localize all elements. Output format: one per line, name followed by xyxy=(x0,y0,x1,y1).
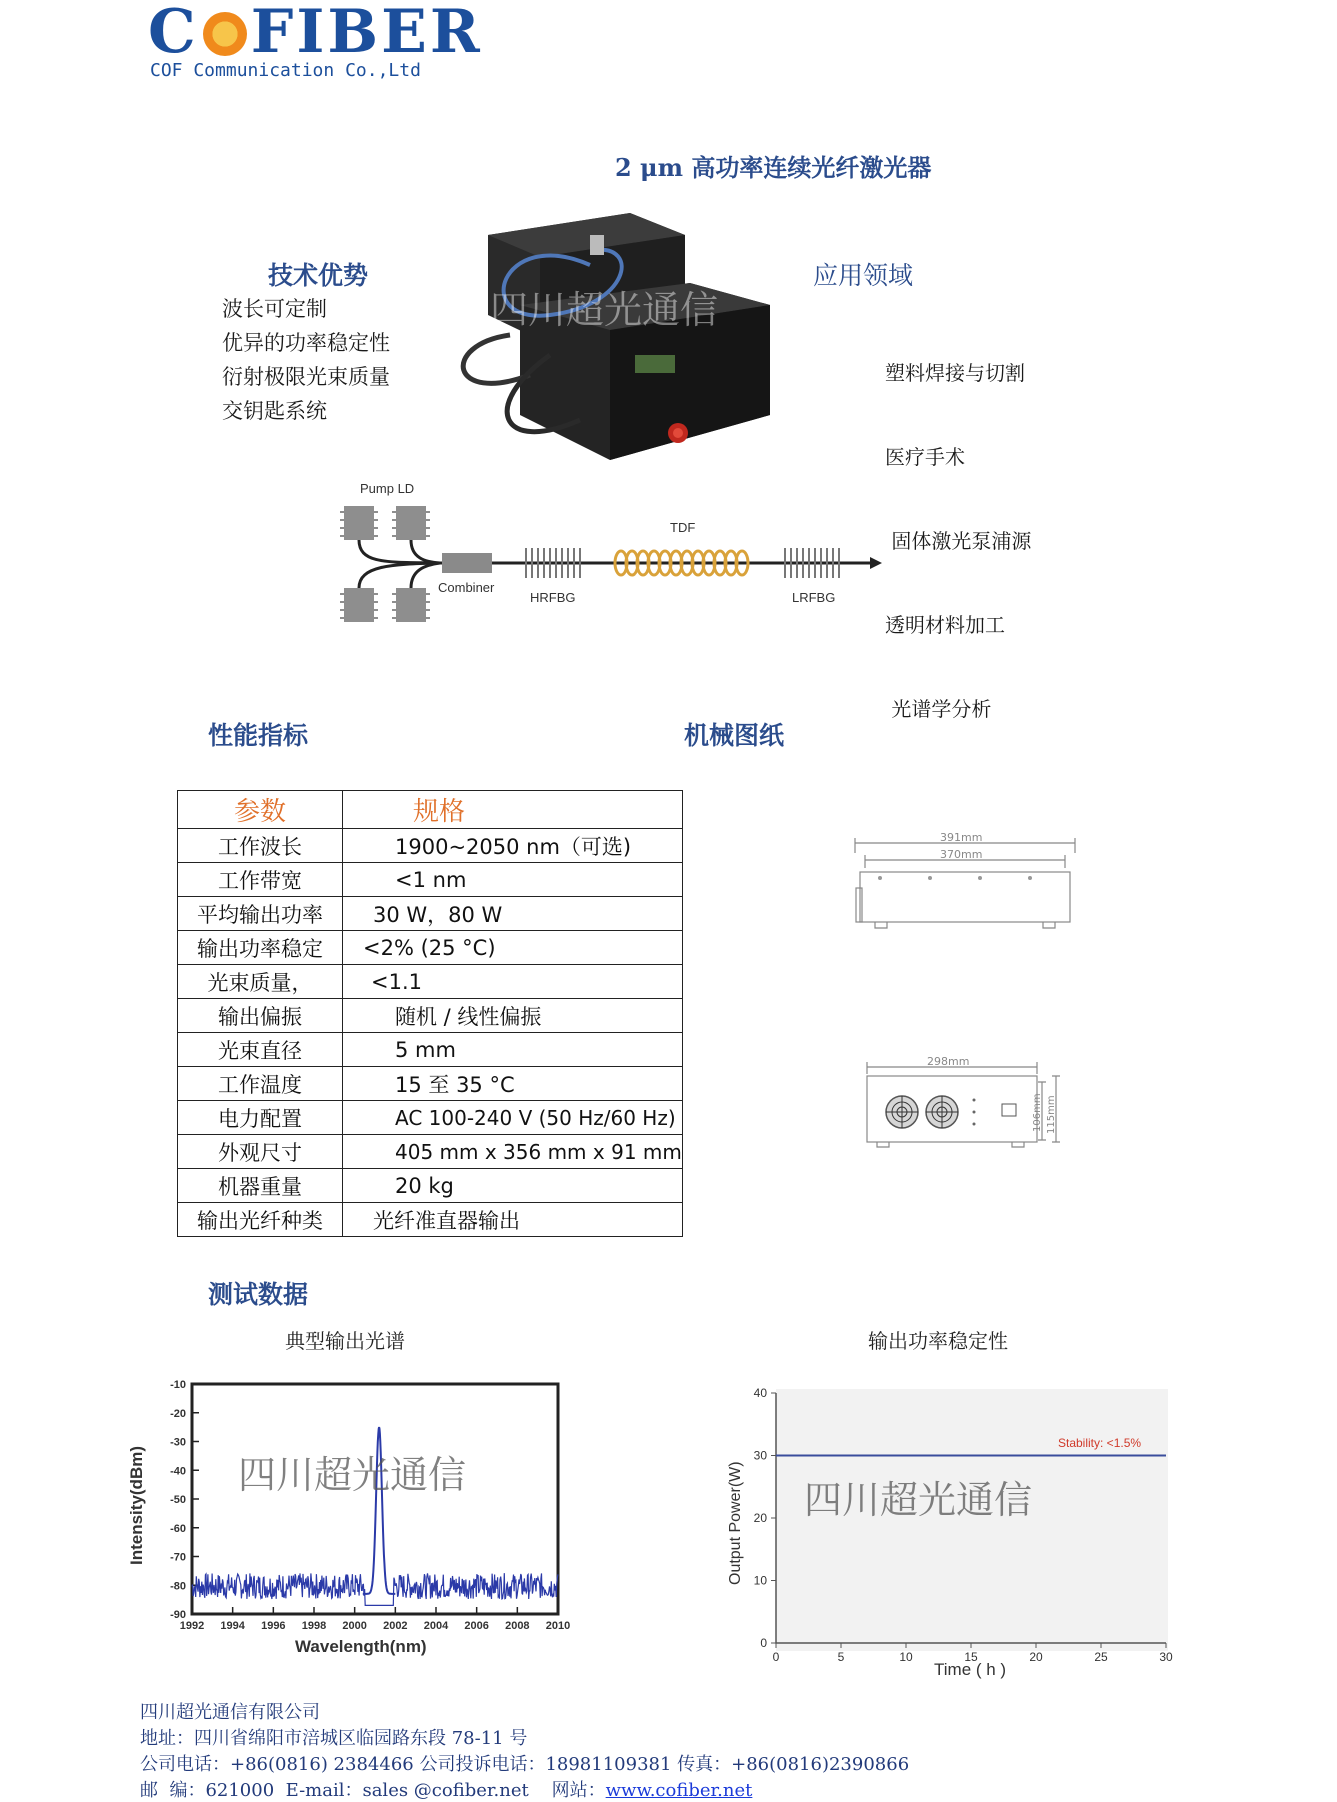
table-row xyxy=(178,863,683,897)
website-link[interactable]: www.cofiber.net xyxy=(605,1780,753,1801)
spec-cell: 15 至 35 °C xyxy=(343,1067,683,1101)
laser-schematic-diagram xyxy=(330,470,890,640)
list-item: 衍射极限光束质量 xyxy=(222,365,390,389)
x-tick-label: 10 xyxy=(899,1650,913,1664)
mechanical-heading: 机械图纸 xyxy=(684,721,785,750)
y-tick-label: -30 xyxy=(170,1436,186,1449)
dim-370: 370mm xyxy=(940,848,983,861)
company-logo xyxy=(148,0,483,67)
advantages-heading: 技术优势 xyxy=(268,261,369,290)
param-cell: 输出功率稳定 xyxy=(178,931,343,965)
spec-cell: 20 kg xyxy=(343,1169,683,1203)
list-item: 固体激光泵浦源 xyxy=(885,529,1032,553)
param-cell: 工作温度 xyxy=(178,1067,343,1101)
table-row xyxy=(178,1135,683,1169)
param-cell: 机器重量 xyxy=(178,1169,343,1203)
stability-y-label: Output Power(W) xyxy=(727,1461,744,1585)
logo-name: FIBER xyxy=(250,0,483,67)
stability-annotation: Stability: <1.5% xyxy=(1058,1436,1142,1450)
y-tick-label: 20 xyxy=(753,1511,767,1525)
spec-cell: 光纤准直器输出 xyxy=(343,1203,683,1237)
advantages-list xyxy=(222,292,390,428)
param-column-header: 参数 xyxy=(178,791,343,829)
spectrum-x-label: Wavelength(nm) xyxy=(295,1637,427,1656)
dim-106: 106mm xyxy=(1032,1093,1043,1132)
x-tick-label: 2010 xyxy=(545,1620,571,1632)
y-tick-label: 30 xyxy=(753,1448,767,1463)
y-tick-label: -40 xyxy=(170,1465,186,1478)
x-tick-label: 1996 xyxy=(261,1620,286,1632)
spec-column-header: 规格 xyxy=(343,791,683,829)
x-tick-label: 30 xyxy=(1159,1650,1173,1664)
spec-table xyxy=(177,790,683,1237)
spectrum-chart xyxy=(120,1370,590,1660)
param-cell: 外观尺寸 xyxy=(178,1135,343,1169)
table-row xyxy=(178,829,683,863)
watermark: 四川超光通信 xyxy=(238,1455,467,1497)
laser-device-image xyxy=(440,205,785,470)
spec-cell: 30 W，80 W xyxy=(343,897,683,931)
y-tick-label: -70 xyxy=(170,1551,186,1564)
list-item: 塑料焊接与切割 xyxy=(885,361,1025,385)
footer-contact xyxy=(140,1776,752,1802)
x-tick-label: 0 xyxy=(772,1650,780,1664)
param-cell: 工作波长 xyxy=(178,829,343,863)
logo-subtitle: COF Communication Co.,Ltd xyxy=(150,60,421,81)
stability-chart xyxy=(718,1375,1178,1679)
stability-chart-title: 输出功率稳定性 xyxy=(868,1329,1008,1353)
dim-115: 115mm xyxy=(1046,1095,1057,1134)
x-tick-label: 2004 xyxy=(423,1620,449,1632)
mechanical-side-view xyxy=(850,828,1080,948)
spec-cell: <1 nm xyxy=(343,863,683,897)
logo-sun-icon xyxy=(203,12,247,56)
param-cell: 输出光纤种类 xyxy=(178,1203,343,1237)
param-cell: 光束直径 xyxy=(178,1033,343,1067)
combiner-label: Combiner xyxy=(438,580,495,595)
dim-298: 298mm xyxy=(927,1055,970,1068)
param-cell: 工作带宽 xyxy=(178,863,343,897)
spectrum-y-label: Intensity(dBm) xyxy=(127,1446,146,1565)
table-row xyxy=(178,1203,683,1237)
table-row xyxy=(178,1101,683,1135)
list-item: 医疗手术 xyxy=(885,445,965,469)
list-item: 优异的功率稳定性 xyxy=(222,331,390,355)
footer-postal: 邮 编：621000 E-mail：sales @cofiber.net 网站： xyxy=(140,1780,606,1801)
spectrum-peak-line xyxy=(363,1427,396,1594)
table-row xyxy=(178,1033,683,1067)
x-tick-label: 25 xyxy=(1094,1650,1108,1664)
table-row xyxy=(178,931,683,965)
applications-list xyxy=(885,303,1031,751)
spectrum-chart-title: 典型输出光谱 xyxy=(285,1329,405,1353)
stability-x-label: Time ( h ) xyxy=(934,1660,1007,1679)
x-tick-label: 15 xyxy=(964,1650,978,1664)
table-row xyxy=(178,897,683,931)
y-tick-label: 10 xyxy=(753,1573,767,1588)
param-cell: 电力配置 xyxy=(178,1101,343,1135)
applications-heading: 应用领域 xyxy=(813,261,914,290)
footer-address: 地址：四川省绵阳市涪城区临园路东段 78-11 号 xyxy=(140,1728,528,1749)
x-tick-label: 2008 xyxy=(505,1620,530,1632)
spec-cell: 随机 / 线性偏振 xyxy=(343,999,683,1033)
logo-letter-c: C xyxy=(148,0,199,67)
table-row xyxy=(178,1169,683,1203)
list-item: 光谱学分析 xyxy=(885,697,992,721)
page-title: 2 μm 高功率连续光纤激光器 xyxy=(615,153,932,182)
watermark: 四川超光通信 xyxy=(490,290,719,332)
lrfbg-label: LRFBG xyxy=(792,590,836,605)
dim-391: 391mm xyxy=(940,831,983,844)
y-tick-label: -90 xyxy=(170,1609,186,1621)
table-row xyxy=(178,965,683,999)
y-tick-label: 40 xyxy=(753,1386,767,1400)
x-tick-label: 20 xyxy=(1029,1650,1043,1664)
spec-cell: <1.1 xyxy=(343,965,683,999)
table-row xyxy=(178,999,683,1033)
spec-cell: 405 mm x 356 mm x 91 mm xyxy=(343,1135,683,1169)
hrfbg-label: HRFBG xyxy=(530,590,576,605)
y-tick-label: 0 xyxy=(760,1636,767,1650)
table-row xyxy=(178,1067,683,1101)
footer-company: 四川超光通信有限公司 xyxy=(140,1702,320,1723)
spec-cell: 5 mm xyxy=(343,1033,683,1067)
tdf-label: TDF xyxy=(670,520,696,535)
spec-cell: AC 100-240 V (50 Hz/60 Hz) xyxy=(343,1101,683,1135)
mechanical-rear-view xyxy=(862,1052,1072,1162)
y-tick-label: -60 xyxy=(170,1522,186,1535)
test-data-heading: 测试数据 xyxy=(208,1280,309,1309)
spec-cell: <2% (25 °C) xyxy=(343,931,683,965)
param-cell: 输出偏振 xyxy=(178,999,343,1033)
y-tick-label: -10 xyxy=(170,1379,186,1391)
x-tick-label: 2000 xyxy=(342,1620,367,1632)
x-tick-label: 2006 xyxy=(464,1620,489,1632)
list-item: 波长可定制 xyxy=(222,297,327,321)
x-tick-label: 1998 xyxy=(301,1620,327,1632)
y-tick-label: -50 xyxy=(170,1494,186,1506)
x-tick-label: 5 xyxy=(837,1650,845,1664)
table-header-row xyxy=(178,791,683,829)
pump-ld-label: Pump LD xyxy=(360,481,415,496)
param-cell: 光束质量， xyxy=(178,965,343,999)
list-item: 透明材料加工 xyxy=(885,613,1005,637)
x-tick-label: 1994 xyxy=(220,1620,245,1632)
param-cell: 平均输出功率 xyxy=(178,897,343,931)
y-tick-label: -80 xyxy=(170,1580,186,1593)
performance-heading: 性能指标 xyxy=(208,721,309,750)
spectrum-noise-line xyxy=(192,1573,558,1605)
x-tick-label: 1992 xyxy=(179,1620,205,1632)
list-item: 交钥匙系统 xyxy=(222,399,327,423)
footer-phones: 公司电话：+86(0816) 2384466 公司投诉电话：18981109381 传真：+86(0816)2390866 xyxy=(140,1754,910,1775)
watermark: 四川超光通信 xyxy=(804,1480,1033,1522)
x-tick-label: 2002 xyxy=(383,1620,408,1632)
spec-cell: 1900~2050 nm（可选) xyxy=(343,829,683,863)
y-tick-label: -20 xyxy=(170,1407,186,1420)
